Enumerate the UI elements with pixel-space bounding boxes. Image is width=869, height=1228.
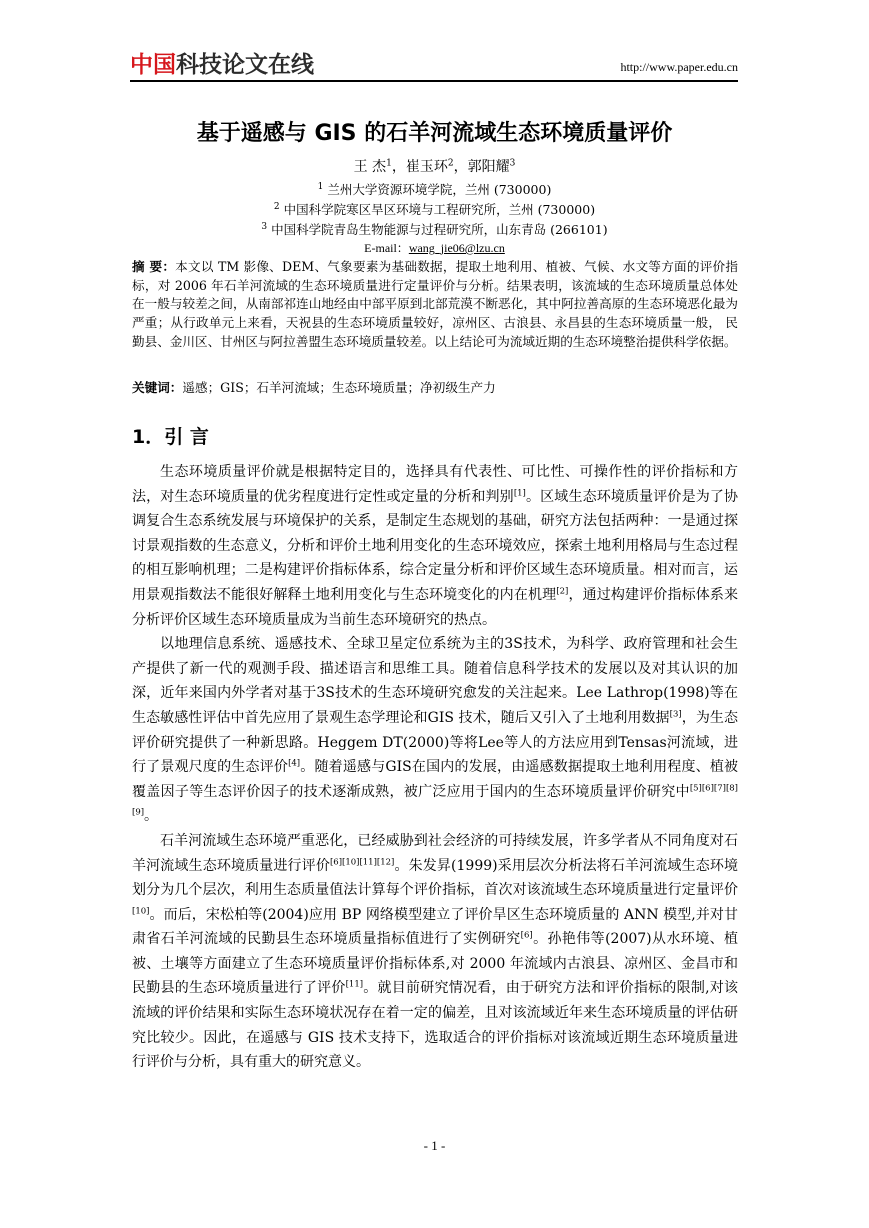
citation-ref[interactable]: [10]	[132, 906, 150, 917]
citation-ref[interactable]: [6]	[520, 930, 533, 941]
body-paragraph	[132, 632, 738, 829]
paragraph-text: 。就目前研究情况看，由于研究方法和评价指标的限制,对该流域的评价结果和实际生态环境状况存在着一定的偏差，且对该流域近年来生态环境质量的评估研究比较少。因此，在遥感与 GIS 技术支持下，选取适合的评价指标对该流域近期生态环境质量进行评价与分析，具有重大的研究意义。	[132, 980, 738, 1071]
header-divider	[130, 80, 738, 82]
keywords	[132, 377, 738, 396]
site-url[interactable]: http://www.paper.edu.cn	[620, 60, 738, 74]
author-name: 王 杰	[353, 159, 387, 175]
abstract	[132, 258, 738, 352]
author-name: 郭阳耀	[467, 159, 510, 175]
paragraph-text: ，为生态评价研究提供了一种新思路。Heggem DT(2000)等将Lee等人的方法应用到Tensas河流域，进行了景观尺度的生态评价	[132, 709, 738, 776]
body-text	[132, 460, 738, 1075]
paragraph-text: 石羊河流域生态环境严重恶化，已经威胁到社会经济的可持续发展，许多学者从不同角度对石羊河流域生态环境质量进行评价	[132, 832, 738, 874]
affiliation-2	[0, 200, 869, 218]
site-logo[interactable]	[130, 50, 314, 80]
affiliation-text: 兰州大学资源环境学院，兰州 (730000)	[327, 182, 552, 197]
paragraph-text: 。朱发昇(1999)采用层次分析法将石羊河流域生态环境划分为几个层次，利用生态质量值法计算每个评价指标，首次对该流域生态环境质量进行定量评价	[132, 857, 738, 899]
author-sup: 1	[386, 158, 392, 169]
logo-dark-text: 科技论文在线	[176, 52, 314, 78]
paragraph-text: 。	[144, 808, 159, 825]
keywords-label: 关键词：	[132, 380, 183, 395]
affiliation-3	[0, 220, 869, 238]
citation-ref[interactable]: [3]	[669, 709, 682, 720]
paragraph-text: 生态环境质量评价就是根据特定目的，选择具有代表性、可比性、可操作性的评价指标和方法，对生态环境质量的优劣程度进行定性或定量的分析和判别	[132, 464, 738, 505]
page-header	[130, 50, 738, 80]
email-link[interactable]: wang_jie06@lzu.cn	[408, 241, 505, 255]
logo-red-text: 中国	[130, 52, 176, 78]
author-sup: 2	[447, 158, 454, 169]
paragraph-text: 。区域生态环境质量评价是为了协调复合生态系统发展与环境保护的关系，是制定生态规划的基础，研究方法包括两种：一是通过探讨景观指数的生态意义，分析和评价土地利用变化的生态环境效应，探索土地利用格局与生态过程的相互影响机理；二是构建评价指标体系，综合定量分析和评价区域生态环境质量。相对而言，运用景观指数法不能很好解释土地利用变化与生态环境变化的内在机理	[132, 488, 739, 603]
affiliation-sup: 3	[261, 221, 268, 232]
affiliation-1	[0, 180, 869, 198]
affiliation-sup: 1	[317, 181, 324, 192]
affiliation-text: 中国科学院寒区旱区环境与工程研究所，兰州 (730000)	[283, 202, 596, 217]
keywords-text: 遥感；GIS；石羊河流域；生态环境质量；净初级生产力	[182, 380, 496, 395]
citation-ref[interactable]: [2]	[556, 586, 569, 597]
citation-ref[interactable]: [6][10][11][12]	[329, 856, 395, 867]
email-line	[0, 239, 869, 256]
paragraph-text: 。而后，宋松柏等(2004)应用 BP 网络模型建立了评价旱区生态环境质量的 ANN 模型,并对甘肃省石羊河流域的民勤县生态环境质量指标值进行了实例研究	[132, 906, 738, 948]
affiliation-text: 中国科学院青岛生物能源与过程研究所，山东青岛 (266101)	[271, 222, 608, 237]
citation-ref[interactable]: [11]	[345, 979, 364, 990]
paragraph-text: 以地理信息系统、遥感技术、全球卫星定位系统为主的3S技术，为科学、政府管理和社会生产提供了新一代的观测手段、描述语言和思维工具。随着信息科学技术的发展以及对其认识的加深，近年来国内外学者对基于3S技术的生态环境研究愈发的关注起来。Lee Lathrop(1998)等在生态敏感性评估中首先应用了景观生态学理论和GIS 技术，随后又引入了土地利用数据	[132, 636, 738, 726]
page-number: - 1 -	[423, 1138, 446, 1153]
citation-ref[interactable]: [4]	[288, 758, 301, 769]
abstract-text: 本文以 TM 影像、DEM、气象要素为基础数据，提取土地利用、植被、气候、水文等方面的评价指标，对 2006 年石羊河流域的生态环境质量进行定量评价与分析。结果表明，该流域的生态环境质量总体处在一般与较差之间，从南部祁连山地经由中部平原到北部荒漠不断恶化，其中阿拉善高原的生态环境恶化最为严重；从行政单元上来看，天祝县的生态环境质量较好，凉州区、古浪县、永昌县的生态环境质量一般， 民勤县、金川区、甘州区与阿拉善盟生态环境质量较差。以上结论可为流域近期的生态环境整治提供科学依据。	[132, 259, 738, 349]
author-name: 崔玉环	[405, 159, 448, 175]
email-label: E-mail：	[364, 241, 409, 255]
affiliation-sup: 2	[273, 201, 280, 212]
paragraph-text: ，通过构建评价指标体系来分析评价区域生态环境质量成为当前生态环境研究的热点。	[132, 586, 739, 628]
author-sup: 3	[509, 158, 516, 169]
abstract-label: 摘 要：	[132, 259, 176, 274]
section-heading: 1．引 言	[132, 426, 209, 448]
paragraph-text: 。随着遥感与GIS在国内的发展，由遥感数据提取土地利用程度、植被覆盖因子等生态评价因子的技术逐渐成熟，被广泛应用于国内的生态环境质量评价研究中	[132, 759, 739, 800]
body-paragraph	[132, 829, 738, 1075]
author-line: 王 杰$^1$，崔玉环$^2$，郭阳耀$^3$	[353, 158, 516, 175]
paper-title: 基于遥感与 GIS 的石羊河流域生态环境质量评价	[196, 121, 673, 146]
paragraph-text: 。孙艳伟等(2007)从水环境、植被、土壤等方面建立了生态环境质量评价指标体系,对 2000 年流域内古浪县、凉州区、金昌市和民勤县的生态环境质量进行了评价	[132, 931, 738, 997]
citation-ref[interactable]: [1]	[513, 487, 526, 498]
body-paragraph	[132, 460, 738, 632]
citation-ref[interactable]: [5][6][7][8][9]	[132, 783, 738, 818]
